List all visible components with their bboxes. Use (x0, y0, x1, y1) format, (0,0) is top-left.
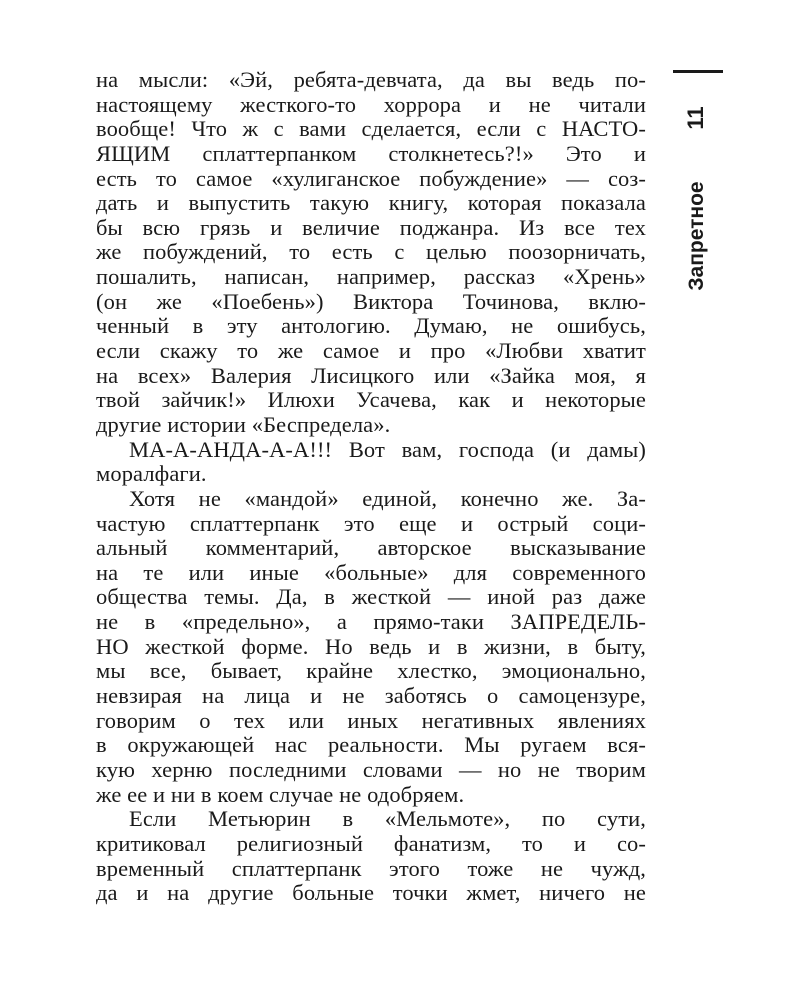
text-line: говорим о тех или иных негативных явлениях (96, 707, 646, 733)
text-line: критиковал религиозный фанатизм, то и со- (96, 830, 646, 856)
text-line: бы всю грязь и величие поджанра. Из все тех (96, 214, 646, 240)
text-line: (он же «Поебень») Виктора Точинова, вклю- (96, 288, 646, 314)
text-line: ченный в эту антологию. Думаю, не ошибусь, (96, 313, 646, 339)
text-line: в окружающей нас реальности. Мы ругаем вся- (96, 732, 646, 758)
text-line: Если Метьюрин в «Мельмоте», по сути, (129, 806, 646, 832)
text-line: есть то самое «хулиганское побуждение» — соз- (96, 165, 646, 191)
text-line: ЯЩИМ сплаттерпанком столкнетесь?!» Это и (96, 140, 646, 166)
running-title: Запретное (685, 181, 708, 291)
text-line: если скажу то же самое и про «Любви хватит (96, 338, 646, 364)
text-line: настоящему жесткого-то хоррора и не читали (96, 91, 646, 117)
text-line: Хотя не «мандой» единой, конечно же. За- (129, 485, 646, 511)
text-line: моралфаги. (96, 461, 207, 487)
body-text (96, 68, 646, 906)
text-line: временный сплаттерпанк этого тоже не чужд, (96, 855, 646, 881)
text-line: другие истории «Беспредела». (96, 411, 391, 437)
text-line: мы все, бывает, крайне хлестко, эмоционально, (96, 658, 646, 684)
text-line: же ее и ни в коем случае не одобряем. (96, 781, 465, 807)
text-line: НО жесткой форме. Но ведь и в жизни, в быту, (96, 633, 646, 659)
text-line: невзирая на лица и не заботясь о самоцензуре, (96, 683, 646, 709)
text-line: на всех» Валерия Лисицкого или «Зайка моя, я (96, 362, 646, 388)
text-line: вообще! Что ж с вами сделается, если с НАСТО- (96, 116, 646, 142)
text-line: да и на другие больные точки жмет, ничего не (96, 880, 646, 906)
page-number: 11 (683, 106, 708, 130)
sidebar-rule (673, 70, 723, 73)
text-line: твой зайчик!» Илюхи Усачева, как и некоторые (96, 387, 646, 413)
text-line: МА-А-АНДА-А-А!!! Вот вам, господа (и дамы) (129, 436, 646, 462)
text-line: дать и выпустить такую книгу, которая показала (96, 190, 646, 216)
text-line: же побуждений, то есть с целью поозорничать, (96, 239, 646, 265)
text-line: на те или иные «больные» для современного (96, 559, 646, 585)
text-line: частую сплаттерпанк это еще и острый соци- (96, 510, 646, 536)
text-line: альный комментарий, авторское высказывание (96, 535, 646, 561)
text-line: на мысли: «Эй, ребята-девчата, да вы ведь по- (96, 67, 646, 92)
text-line: кую херню последними словами — но не творим (96, 756, 646, 782)
text-line: пошалить, написан, например, рассказ «Хрень» (96, 264, 646, 290)
text-line: не в «предельно», а прямо-таки ЗАПРЕДЕЛЬ- (96, 609, 646, 635)
text-line: общества темы. Да, в жесткой — иной раз даже (96, 584, 646, 610)
